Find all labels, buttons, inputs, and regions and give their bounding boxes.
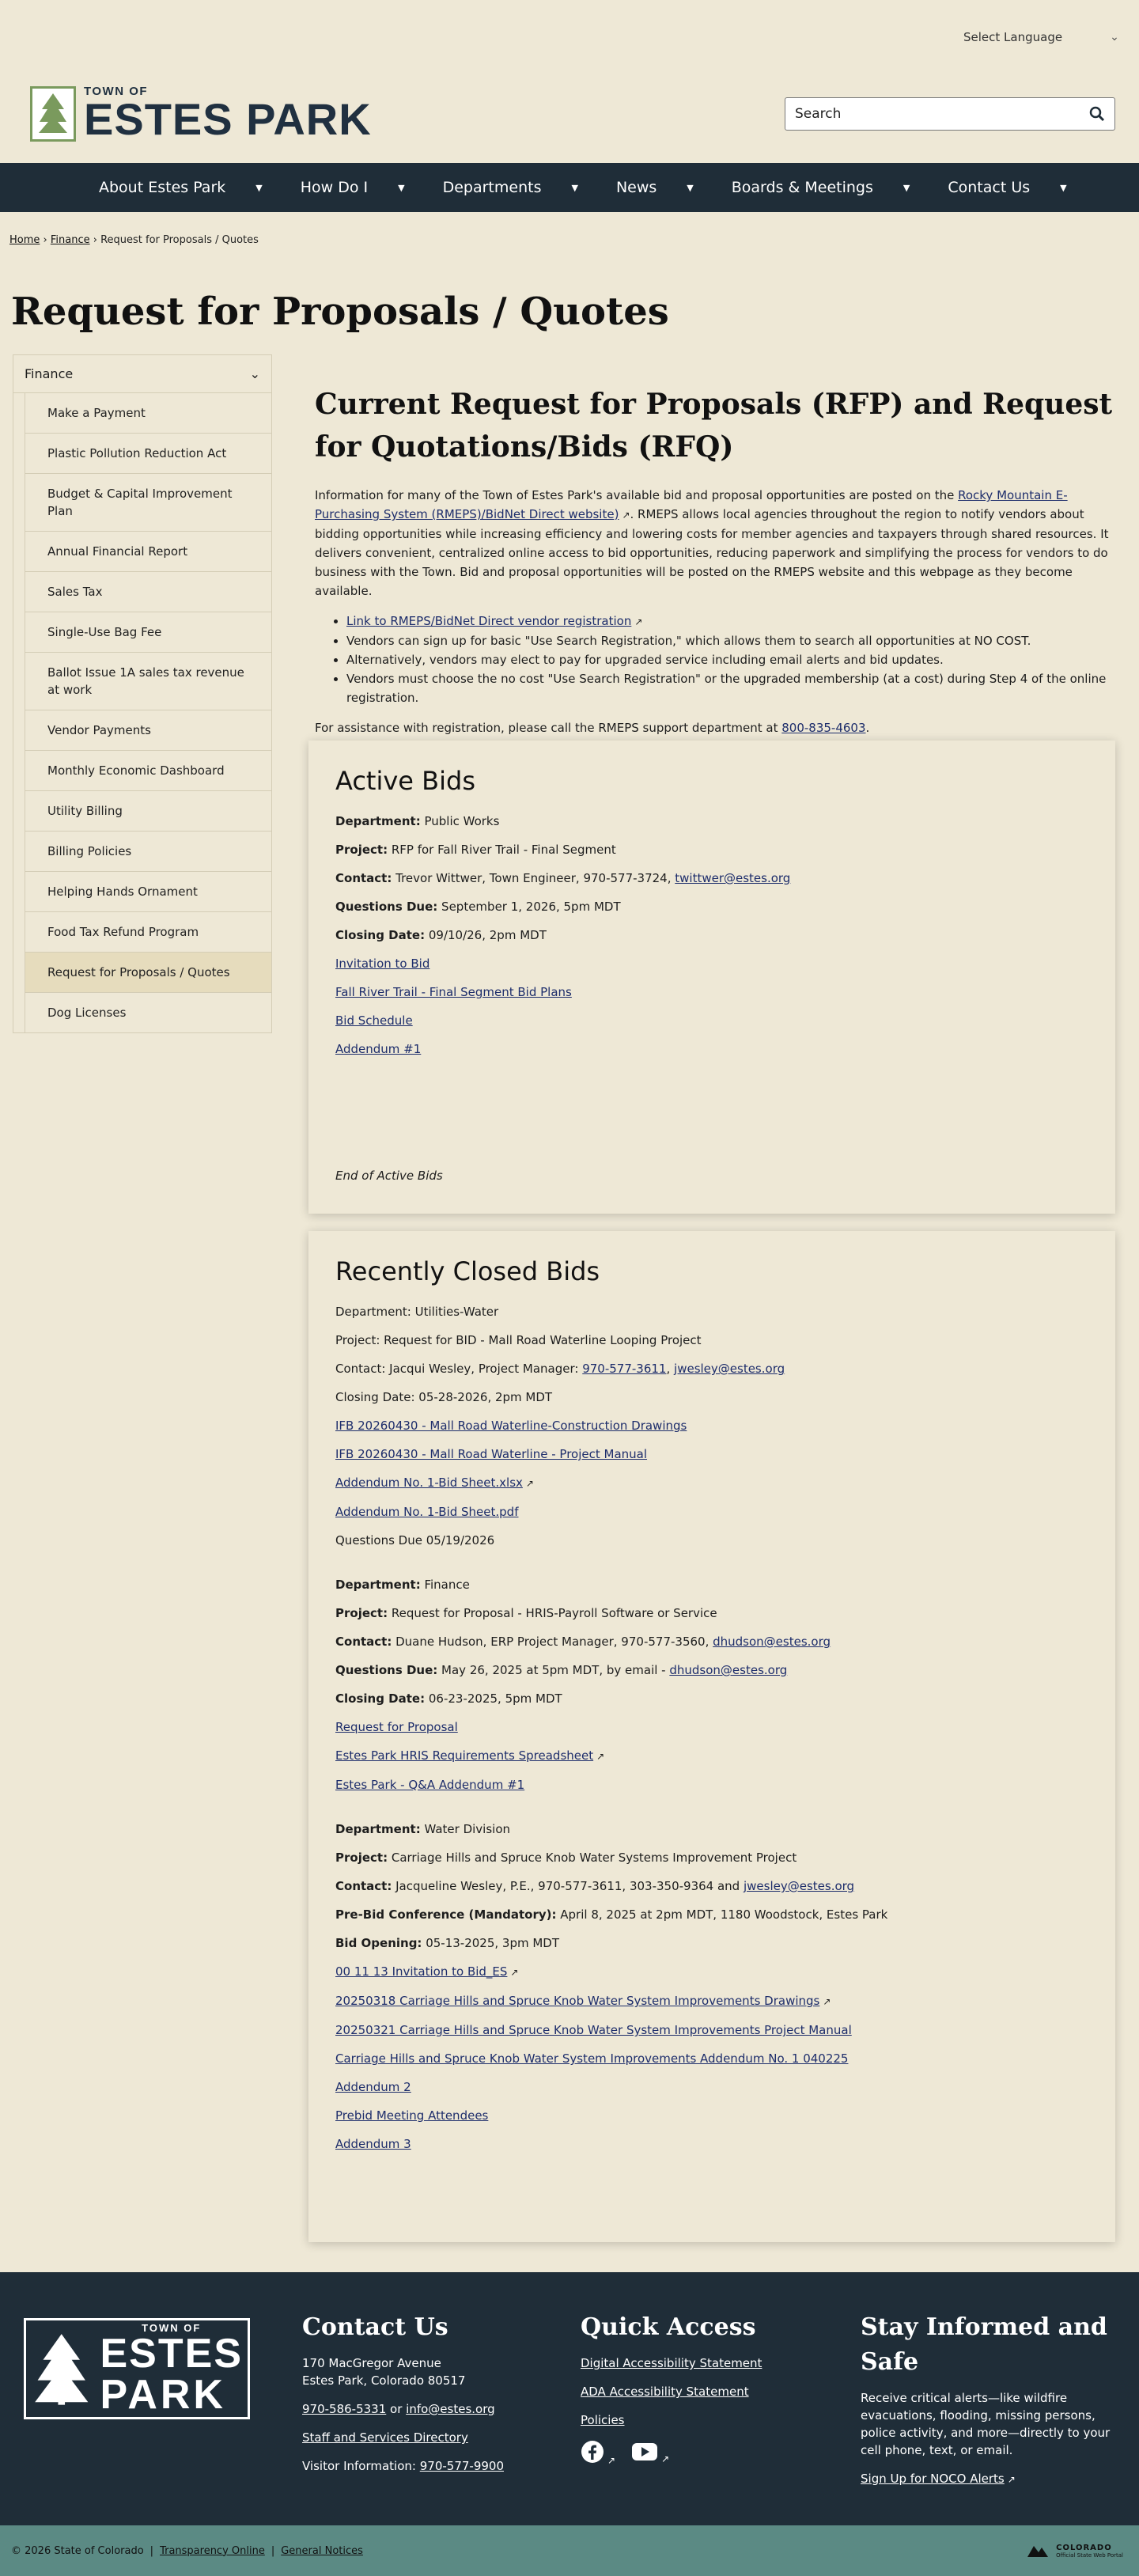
chevron-down-icon: ⌄ [1110, 31, 1119, 44]
list-item: • Vendors can sign up for basic "Use Search Registration," which allows them to search all opportunities at NO COST. [346, 631, 1115, 650]
contact-email-link[interactable]: jwesley@estes.org [743, 1879, 855, 1893]
colorado-portal-logo[interactable]: COLORADO Official State Web Portal [1024, 2540, 1123, 2562]
nav-how-do-i[interactable]: How Do I ▼ [300, 179, 405, 196]
document-link[interactable]: Prebid Meeting Attendees [335, 2108, 489, 2123]
footer-stay-informed [861, 2310, 1114, 2488]
bid-contact: Contact: Jacqueline Wesley, P.E., 970-577-3611, 303-350-9364 and jwesley@estes.org [335, 1879, 855, 1893]
document-link[interactable]: Addendum No. 1-Bid Sheet.pdf [335, 1505, 519, 1519]
rmeps-registration-link[interactable]: Link to RMEPS/BidNet Direct vendor registration [346, 614, 632, 628]
bid-opening: Bid Opening: 05-13-2025, 3pm MDT [335, 1936, 560, 1950]
general-notices-link[interactable]: General Notices [281, 2544, 363, 2557]
sidebar-item-dog-licenses[interactable]: Dog Licenses [25, 993, 271, 1032]
breadcrumb-current: Request for Proposals / Quotes [100, 234, 259, 246]
search-icon[interactable] [1089, 106, 1105, 122]
caret-down-icon[interactable]: ▼ [571, 182, 578, 193]
language-select[interactable] [963, 30, 1119, 44]
facebook-icon[interactable] [581, 2440, 615, 2469]
end-of-active-bids: End of Active Bids [335, 1169, 443, 1183]
closed-bids-card [308, 1231, 1115, 2242]
bid-questions-due: Questions Due: May 26, 2025 at 5pm MDT, by email - dhudson@estes.org [335, 1663, 788, 1677]
bid-prebid-conference: Pre-Bid Conference (Mandatory): April 8, 2025 at 2pm MDT, 1180 Woodstock, Estes Park [335, 1907, 888, 1922]
footer-phone-link[interactable]: 970-586-5331 [302, 2402, 387, 2416]
document-link[interactable]: Request for Proposal [335, 1720, 458, 1734]
bid-project: Project: RFP for Fall River Trail - Final Segment [335, 843, 616, 857]
search-input[interactable] [785, 97, 1115, 131]
document-link[interactable]: Estes Park HRIS Requirements Spreadsheet [335, 1748, 594, 1763]
caret-down-icon[interactable]: ▼ [1060, 182, 1067, 193]
bid-department: Department: Public Works [335, 814, 500, 828]
site-logo[interactable] [30, 85, 372, 142]
document-link[interactable]: Addendum 3 [335, 2137, 411, 2151]
sidebar-item-bag-fee[interactable]: Single-Use Bag Fee [25, 612, 271, 653]
policies-link[interactable]: Policies [581, 2413, 625, 2427]
bid-contact: Contact: Jacqui Wesley, Project Manager: 970-577-3611, jwesley@estes.org [335, 1362, 785, 1376]
sidebar-item-economic-dashboard[interactable]: Monthly Economic Dashboard [25, 751, 271, 791]
rmeps-link[interactable]: Rocky Mountain E-Purchasing System (RMEPS)/BidNet Direct website) [315, 488, 1068, 521]
sidebar-item-helping-hands[interactable]: Helping Hands Ornament [25, 872, 271, 912]
bid-department: Department: Utilities-Water [335, 1305, 499, 1319]
list-item: • Alternatively, vendors may elect to pay for upgraded service including email alerts and bid updates. [346, 650, 1115, 669]
footer-contact: Contact Us 170 MacGregor Avenue Estes Park, Colorado 80517 970-586-5331 or info@estes.org Staff and Services Directory Visitor Information: 970-577-9900 [302, 2310, 555, 2475]
assistance-text: For assistance with registration, please call the RMEPS support department at 800-835-4603. [315, 721, 870, 735]
bid-contact: Contact: Trevor Wittwer, Town Engineer, 970-577-3724, twittwer@estes.org [335, 871, 791, 885]
footer-quick-access [581, 2310, 834, 2469]
document-link[interactable]: IFB 20260430 - Mall Road Waterline-Construction Drawings [335, 1419, 687, 1433]
bid-questions-due: Questions Due 05/19/2026 [335, 1533, 495, 1547]
staff-directory-link[interactable]: Staff and Services Directory [302, 2430, 468, 2445]
contact-email-link[interactable]: jwesley@estes.org [674, 1362, 785, 1376]
chevron-down-icon[interactable]: ⌄ [249, 366, 260, 381]
document-link[interactable]: IFB 20260430 - Mall Road Waterline - Project Manual [335, 1447, 648, 1461]
footer [0, 2272, 1139, 2525]
footer-stay-text: Receive critical alerts—like wildfire evacuations, flooding, missing persons, police activity, and more—directly to your cell phone, text, or email. [861, 2391, 1111, 2457]
bid-project: Project: Request for BID - Mall Road Waterline Looping Project [335, 1333, 702, 1347]
sidebar-item-billing-policies[interactable]: Billing Policies [25, 832, 271, 872]
breadcrumb: Home › Finance › Request for Proposals / Quotes [9, 234, 259, 246]
bid-department: Department: Finance [335, 1578, 470, 1592]
tree-icon [30, 86, 76, 142]
external-link-icon: ↗ [525, 1478, 534, 1489]
external-link-icon: ↗ [634, 616, 643, 627]
registration-list [346, 612, 1115, 707]
bid-plans-link[interactable]: Fall River Trail - Final Segment Bid Plans [335, 985, 572, 999]
sidebar-item-plastic-pollution[interactable]: Plastic Pollution Reduction Act [25, 434, 271, 474]
nav-departments[interactable]: Departments ▼ [442, 179, 578, 196]
caret-down-icon[interactable]: ▼ [902, 182, 910, 193]
page-title: Request for Proposals / Quotes [11, 290, 669, 334]
closed-bids-title: Recently Closed Bids [335, 1256, 600, 1286]
sidebar-item-sales-tax[interactable]: Sales Tax [25, 572, 271, 612]
nav-news[interactable]: News ▼ [615, 179, 694, 196]
colorado-c-icon [1024, 2540, 1051, 2562]
bid-closing-date: Closing Date: 05-28-2026, 2pm MDT [335, 1390, 553, 1404]
bid-closing-date: Closing Date: 06-23-2025, 5pm MDT [335, 1691, 562, 1706]
search-placeholder: Search [795, 106, 842, 122]
footer-logo[interactable] [24, 2318, 250, 2419]
external-link-icon: ↗ [510, 1967, 519, 1978]
caret-down-icon[interactable]: ▼ [687, 182, 694, 193]
active-bids-title: Active Bids [335, 766, 475, 796]
bid-schedule-link[interactable]: Bid Schedule [335, 1013, 413, 1028]
logo-name: ESTES PARK [84, 94, 372, 144]
document-link[interactable]: Addendum 2 [335, 2080, 411, 2094]
bid-questions-due: Questions Due: September 1, 2026, 5pm MDT [335, 900, 621, 914]
footer-stay-heading: Stay Informed and Safe [861, 2313, 1107, 2376]
document-link[interactable]: Estes Park - Q&A Addendum #1 [335, 1778, 525, 1792]
noco-alerts-link[interactable]: Sign Up for NOCO Alerts [861, 2472, 1005, 2486]
document-link[interactable]: 20250318 Carriage Hills and Spruce Knob Water System Improvements Drawings [335, 1994, 820, 2008]
logo-town-of: TOWN OF [84, 85, 149, 98]
nav-contact-us[interactable]: Contact Us ▼ [948, 179, 1067, 196]
list-item: • Vendors must choose the no cost "Use Search Registration" or the upgraded membership (at a cost) during Step 4 of the online registration. [346, 669, 1115, 707]
sidebar-item-ballot-1a[interactable]: Ballot Issue 1A sales tax revenue at work [25, 653, 271, 710]
bid-contact: Contact: Duane Hudson, ERP Project Manager, 970-577-3560, dhudson@estes.org [335, 1635, 831, 1649]
bid-project: Project: Carriage Hills and Spruce Knob Water Systems Improvement Project [335, 1851, 797, 1865]
sidebar-item-make-payment[interactable]: Make a Payment [25, 393, 271, 434]
bottom-bar: © 2026 State of Colorado | Transparency Online | General Notices COLORADO Official State Web Portal [0, 2525, 1139, 2576]
footer-address-line: Estes Park, Colorado 80517 [302, 2373, 466, 2388]
document-link[interactable]: Carriage Hills and Spruce Knob Water System Improvements Addendum No. 1 040225 [335, 2051, 849, 2066]
logo-park: PARK [100, 2371, 226, 2418]
sidebar-item-vendor-payments[interactable]: Vendor Payments [25, 710, 271, 751]
external-link-icon: ↗ [661, 2453, 670, 2464]
sidebar [13, 354, 272, 1033]
contact-phone-link[interactable]: 970-577-3611 [582, 1362, 667, 1376]
external-link-icon: ↗ [823, 1996, 831, 2007]
contact-email-link[interactable]: dhudson@estes.org [669, 1663, 788, 1677]
sidebar-item-utility-billing[interactable]: Utility Billing [25, 791, 271, 832]
sidebar-item-annual-report[interactable]: Annual Financial Report [25, 532, 271, 572]
visitor-phone-link[interactable]: 970-577-9900 [419, 2459, 504, 2473]
sidebar-header[interactable]: Finance ⌄ [13, 355, 271, 393]
youtube-icon[interactable] [631, 2442, 669, 2468]
list-item [346, 612, 1115, 631]
active-bids-card [308, 741, 1115, 1214]
nav-boards-meetings[interactable]: Boards & Meetings ▼ [731, 179, 910, 196]
bid-project: Project: Request for Proposal - HRIS-Payroll Software or Service [335, 1606, 717, 1620]
footer-address-line: 170 MacGregor Avenue [302, 2356, 441, 2370]
footer-email-link[interactable]: info@estes.org [406, 2402, 495, 2416]
caret-down-icon[interactable]: ▼ [255, 182, 263, 193]
support-phone-link[interactable]: 800-835-4603 [781, 721, 866, 735]
document-link[interactable]: Addendum No. 1-Bid Sheet.xlsx [335, 1476, 523, 1490]
caret-down-icon[interactable]: ▼ [398, 182, 405, 193]
contact-email-link[interactable]: dhudson@estes.org [713, 1635, 831, 1649]
document-link[interactable]: 00 11 13 Invitation to Bid_ES [335, 1964, 508, 1979]
sidebar-item-budget[interactable]: Budget & Capital Improvement Plan [25, 474, 271, 532]
tree-icon [31, 2325, 93, 2412]
footer-quick-heading: Quick Access [581, 2313, 756, 2341]
breadcrumb-finance[interactable]: Finance [50, 234, 90, 246]
document-link[interactable]: 20250321 Carriage Hills and Spruce Knob Water System Improvements Project Manual [335, 2023, 852, 2037]
copyright: © 2026 State of Colorado [11, 2544, 144, 2557]
digital-accessibility-link[interactable]: Digital Accessibility Statement [581, 2356, 762, 2370]
sidebar-item-food-tax[interactable]: Food Tax Refund Program [25, 912, 271, 953]
logo-town-of: TOWN OF [142, 2321, 202, 2334]
contact-email-link[interactable]: twittwer@estes.org [675, 871, 791, 885]
breadcrumb-home[interactable]: Home [9, 234, 40, 246]
external-link-icon: ↗ [596, 1751, 605, 1762]
sidebar-item-rfp[interactable]: Request for Proposals / Quotes [25, 953, 271, 993]
addendum-1-link[interactable]: Addendum #1 [335, 1042, 422, 1056]
transparency-link[interactable]: Transparency Online [160, 2544, 265, 2557]
bid-closing-date: Closing Date: 09/10/26, 2pm MDT [335, 928, 547, 942]
language-label: Select Language [963, 30, 1063, 44]
external-link-icon: ↗ [607, 2455, 616, 2466]
main-content [315, 383, 1115, 737]
external-link-icon: ↗ [1007, 2474, 1016, 2485]
main-nav [0, 163, 1139, 212]
nav-about[interactable]: About Estes Park ▼ [99, 179, 263, 196]
section-heading: Current Request for Proposals (RFP) and Request for Quotations/Bids (RFQ) [315, 388, 1113, 464]
footer-contact-heading: Contact Us [302, 2313, 448, 2341]
ada-accessibility-link[interactable]: ADA Accessibility Statement [581, 2385, 749, 2399]
logo-estes: ESTES [100, 2330, 243, 2377]
external-link-icon: ↗ [622, 510, 630, 521]
intro-paragraph: Information for many of the Town of Estes Park's available bid and proposal opportunities are posted on the Rocky Mountain E-Purchasing System (RMEPS)/BidNet Direct website) ↗. RMEPS allows local agencies throughout the region to notify vendors about bidding opportunities while increasing efficiency and lowering costs for member agencies and taxpayers through shared resources. It delivers convenient, centralized online access to bid opportunities, reducing paperwork and simplifying the process for vendors to do business with the Town. Bid and proposal opportunities will be posted on the RMEPS website and this webpage as they become available. [315, 488, 1109, 598]
bid-department: Department: Water Division [335, 1822, 511, 1836]
invitation-to-bid-link[interactable]: Invitation to Bid [335, 957, 430, 971]
